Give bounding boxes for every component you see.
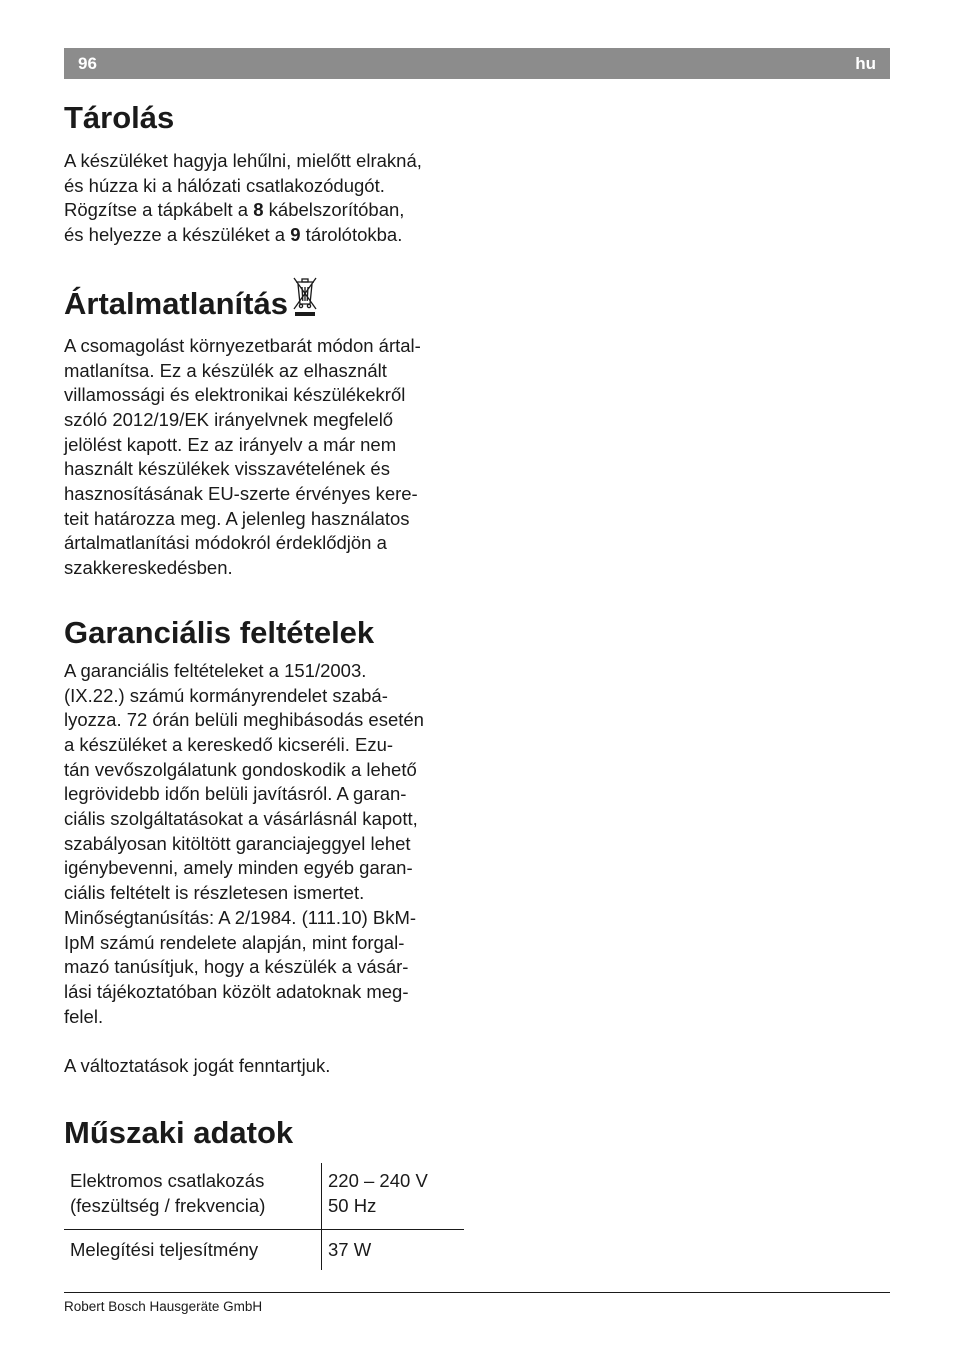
warranty-line-14: lási tájékoztatóban közölt adatoknak meg- xyxy=(64,980,409,1002)
warranty-line-7: ciális szolgáltatásokat a vásárlásnál kapott, xyxy=(64,808,418,830)
disposal-line-3: villamossági és elektronikai készülékekről xyxy=(64,384,406,406)
storage-paragraph xyxy=(64,149,466,248)
warranty-paragraph xyxy=(64,659,466,1030)
storage-line-4: és helyezze a készüléket a 9 tárolótokba. xyxy=(64,224,403,246)
table-row xyxy=(64,1229,464,1270)
weee-crossed-bin-icon xyxy=(292,274,318,330)
warranty-line-13: mazó tanúsítjuk, hogy a készülék a vásár- xyxy=(64,956,409,978)
part-number-8: 8 xyxy=(253,199,264,221)
language-code: hu xyxy=(855,53,876,73)
warranty-line-2: (IX.22.) számú kormányrendelet szabá- xyxy=(64,684,388,706)
storage-line-2: és húzza ki a hálózati csatlakozódugót. xyxy=(64,174,385,196)
warranty-line-1: A garanciális feltételeket a 151/2003. xyxy=(64,659,367,681)
storage-line-3: Rögzítse a tápkábelt a 8 kábelszorítóban, xyxy=(64,199,405,221)
spec-value: 37 W xyxy=(328,1238,372,1260)
disposal-line-10: szakkereskedésben. xyxy=(64,557,233,579)
page-number: 96 xyxy=(78,53,97,73)
warranty-line-3: lyozza. 72 órán belüli meghibásodás esetén xyxy=(64,709,424,731)
disposal-line-5: jelölést kapott. Ez az irányelv a már nem xyxy=(64,433,397,455)
footer-company: Robert Bosch Hausgeräte GmbH xyxy=(64,1299,263,1314)
warranty-line-9: igénybevenni, amely minden egyéb garan- xyxy=(64,857,413,879)
storage-line-1: A készüléket hagyja lehűlni, mielőtt elrakná, xyxy=(64,150,422,171)
part-number-9: 9 xyxy=(290,224,301,246)
disposal-paragraph xyxy=(64,334,466,581)
warranty-line-15: felel. xyxy=(64,1005,104,1027)
spec-label-cell xyxy=(64,1163,322,1229)
disposal-line-2: matlanítsa. Ez a készülék az elhasznált xyxy=(64,359,387,381)
warranty-note: A változtatások jogát fenntartjuk. xyxy=(64,1055,331,1077)
disposal-line-1: A csomagolást környezetbarát módon ártal- xyxy=(64,334,421,356)
table-row xyxy=(64,1163,464,1229)
technical-data-table xyxy=(64,1163,464,1270)
disposal-heading-text: Ártalmatlanítás xyxy=(64,285,288,321)
disposal-heading xyxy=(64,274,466,330)
spec-label-cell xyxy=(64,1229,322,1270)
spec-label: (feszültség / frekvencia) xyxy=(70,1194,266,1216)
main-content xyxy=(64,96,466,1270)
disposal-line-4: szóló 2012/19/EK irányelvnek megfelelő xyxy=(64,408,394,430)
warranty-line-8: szabályosan kitöltött garanciajeggyel lehet xyxy=(64,832,411,854)
disposal-line-9: ártalmatlanítási módokról érdeklődjön a xyxy=(64,532,387,554)
spec-value-cell xyxy=(322,1163,465,1229)
spec-value-cell xyxy=(322,1229,465,1270)
warranty-line-10: ciális feltételt is részletesen ismertet. xyxy=(64,882,365,904)
spec-value: 50 Hz xyxy=(328,1194,377,1216)
warranty-line-11: Minőségtanúsítás: A 2/1984. (111.10) BkM- xyxy=(64,906,417,928)
page-header-bar xyxy=(64,48,890,79)
spec-label: Melegítési teljesítmény xyxy=(70,1238,259,1260)
warranty-heading: Garanciális feltételek xyxy=(64,614,375,650)
disposal-line-6: használt készülékek visszavételének és xyxy=(64,458,390,480)
footer-divider xyxy=(64,1292,890,1293)
storage-heading: Tárolás xyxy=(64,100,175,135)
spec-label: Elektromos csatlakozás xyxy=(70,1170,265,1192)
warranty-line-4: a készüléket a kereskedő kicseréli. Ezu- xyxy=(64,733,394,755)
disposal-line-7: hasznosításának EU-szerte érvényes kere- xyxy=(64,483,418,505)
disposal-line-8: teit határozza meg. A jelenleg használatos xyxy=(64,507,410,529)
warranty-line-12: IpM számú rendelete alapján, mint forgal- xyxy=(64,931,405,953)
warranty-line-6: legrövidebb időn belüli javításról. A garan- xyxy=(64,783,407,805)
warranty-line-5: tán vevőszolgálatunk gondoskodik a lehető xyxy=(64,758,417,780)
spec-value: 220 – 240 V xyxy=(328,1170,428,1192)
technical-heading: Műszaki adatok xyxy=(64,1115,294,1151)
